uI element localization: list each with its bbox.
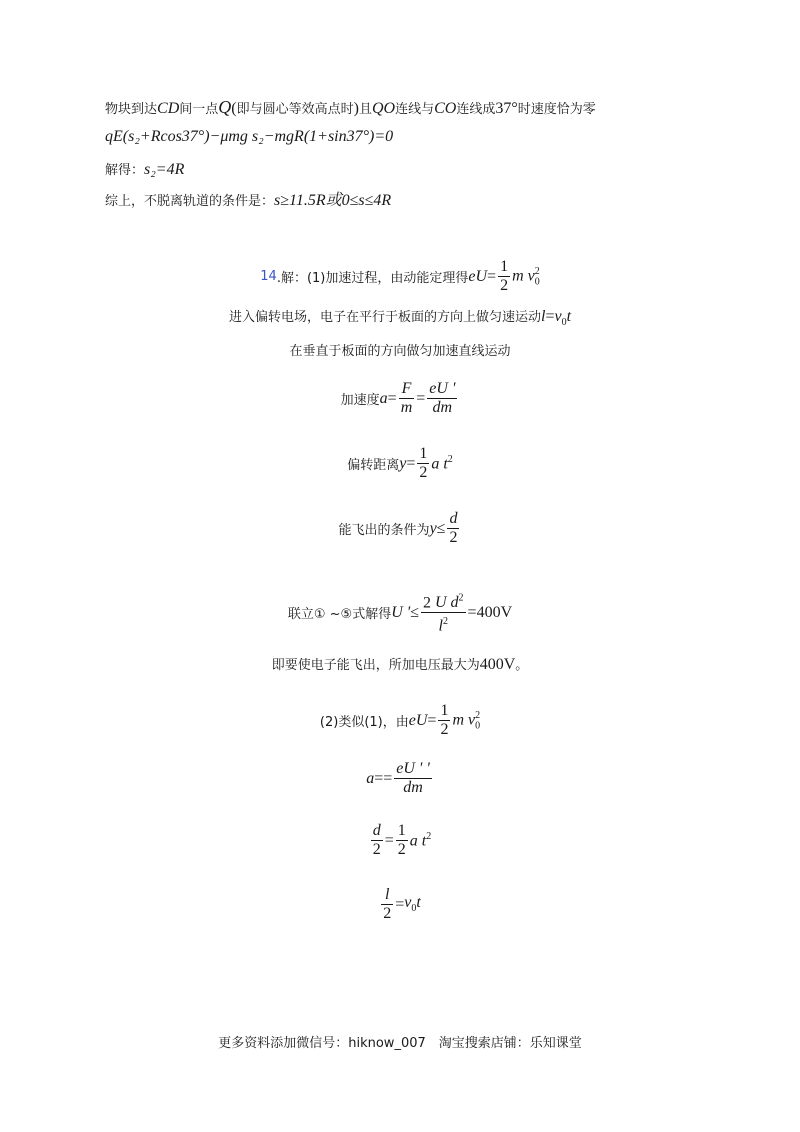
part2-length: $\frac{l}{2}$ = $v_0t$ bbox=[383, 886, 421, 922]
footer-note: 更多资料添加微信号：hiknow_007 淘宝搜索店铺：乐知课堂 bbox=[218, 1036, 582, 1051]
summary-line: 综上，不脱离轨道的条件是：s≥11.5R或0≤s≤4R bbox=[105, 192, 392, 209]
line-1: 物块到达CD间一点Q(即与圆心等效高点时)且QO连线与CO连线成37°时速度恰为零 bbox=[105, 97, 596, 117]
conclusion-line: 即要使电子能飞出，所加电压最大为400V。 bbox=[271, 656, 529, 673]
solve-line: 解得：s₂=4R bbox=[105, 161, 185, 178]
q14-line3: 在垂直于板面的方向做匀加速直线运动 bbox=[289, 344, 511, 359]
equation-energy-track: qE(s₂+Rcos37°)−μmg s₂−mgR(1+sin37°)=0 bbox=[105, 128, 394, 145]
acceleration-equation: 加速度 a = $\frac{F}{m}$ = $\frac{eU '}{dm}$ bbox=[340, 380, 456, 416]
part2-deflection: $\frac{d}{2}$ = $\frac{1}{2}$ a $t^2$ bbox=[372, 822, 432, 858]
q14-line2: 进入偏转电场，电子在平行于板面的方向上做匀速运动$l=v_0t$ bbox=[228, 308, 572, 329]
condition-equation: 能飞出的条件为 y ≤ $\frac{d}{2}$ bbox=[338, 510, 458, 546]
combine-equation: 联立① ~⑤式解得 U ' ≤ $\frac{2 U d^2}{l^2}$ =400V bbox=[0, 590, 800, 636]
deflection-equation: 偏转距离 y = $\frac{1}{2}$ a $t^2$ bbox=[347, 445, 453, 481]
part2-acceleration: a == $\frac{eU ' '}{dm}$ bbox=[366, 760, 430, 796]
q14-intro: 14 .解：(1)加速过程，由动能定理得 eU = $\frac{1}{2}$ m $v_0^2$ bbox=[260, 258, 540, 294]
part2-equation: (2)类似(1)，由 eU = $\frac{1}{2}$ m $v_0^2$ bbox=[319, 702, 481, 738]
